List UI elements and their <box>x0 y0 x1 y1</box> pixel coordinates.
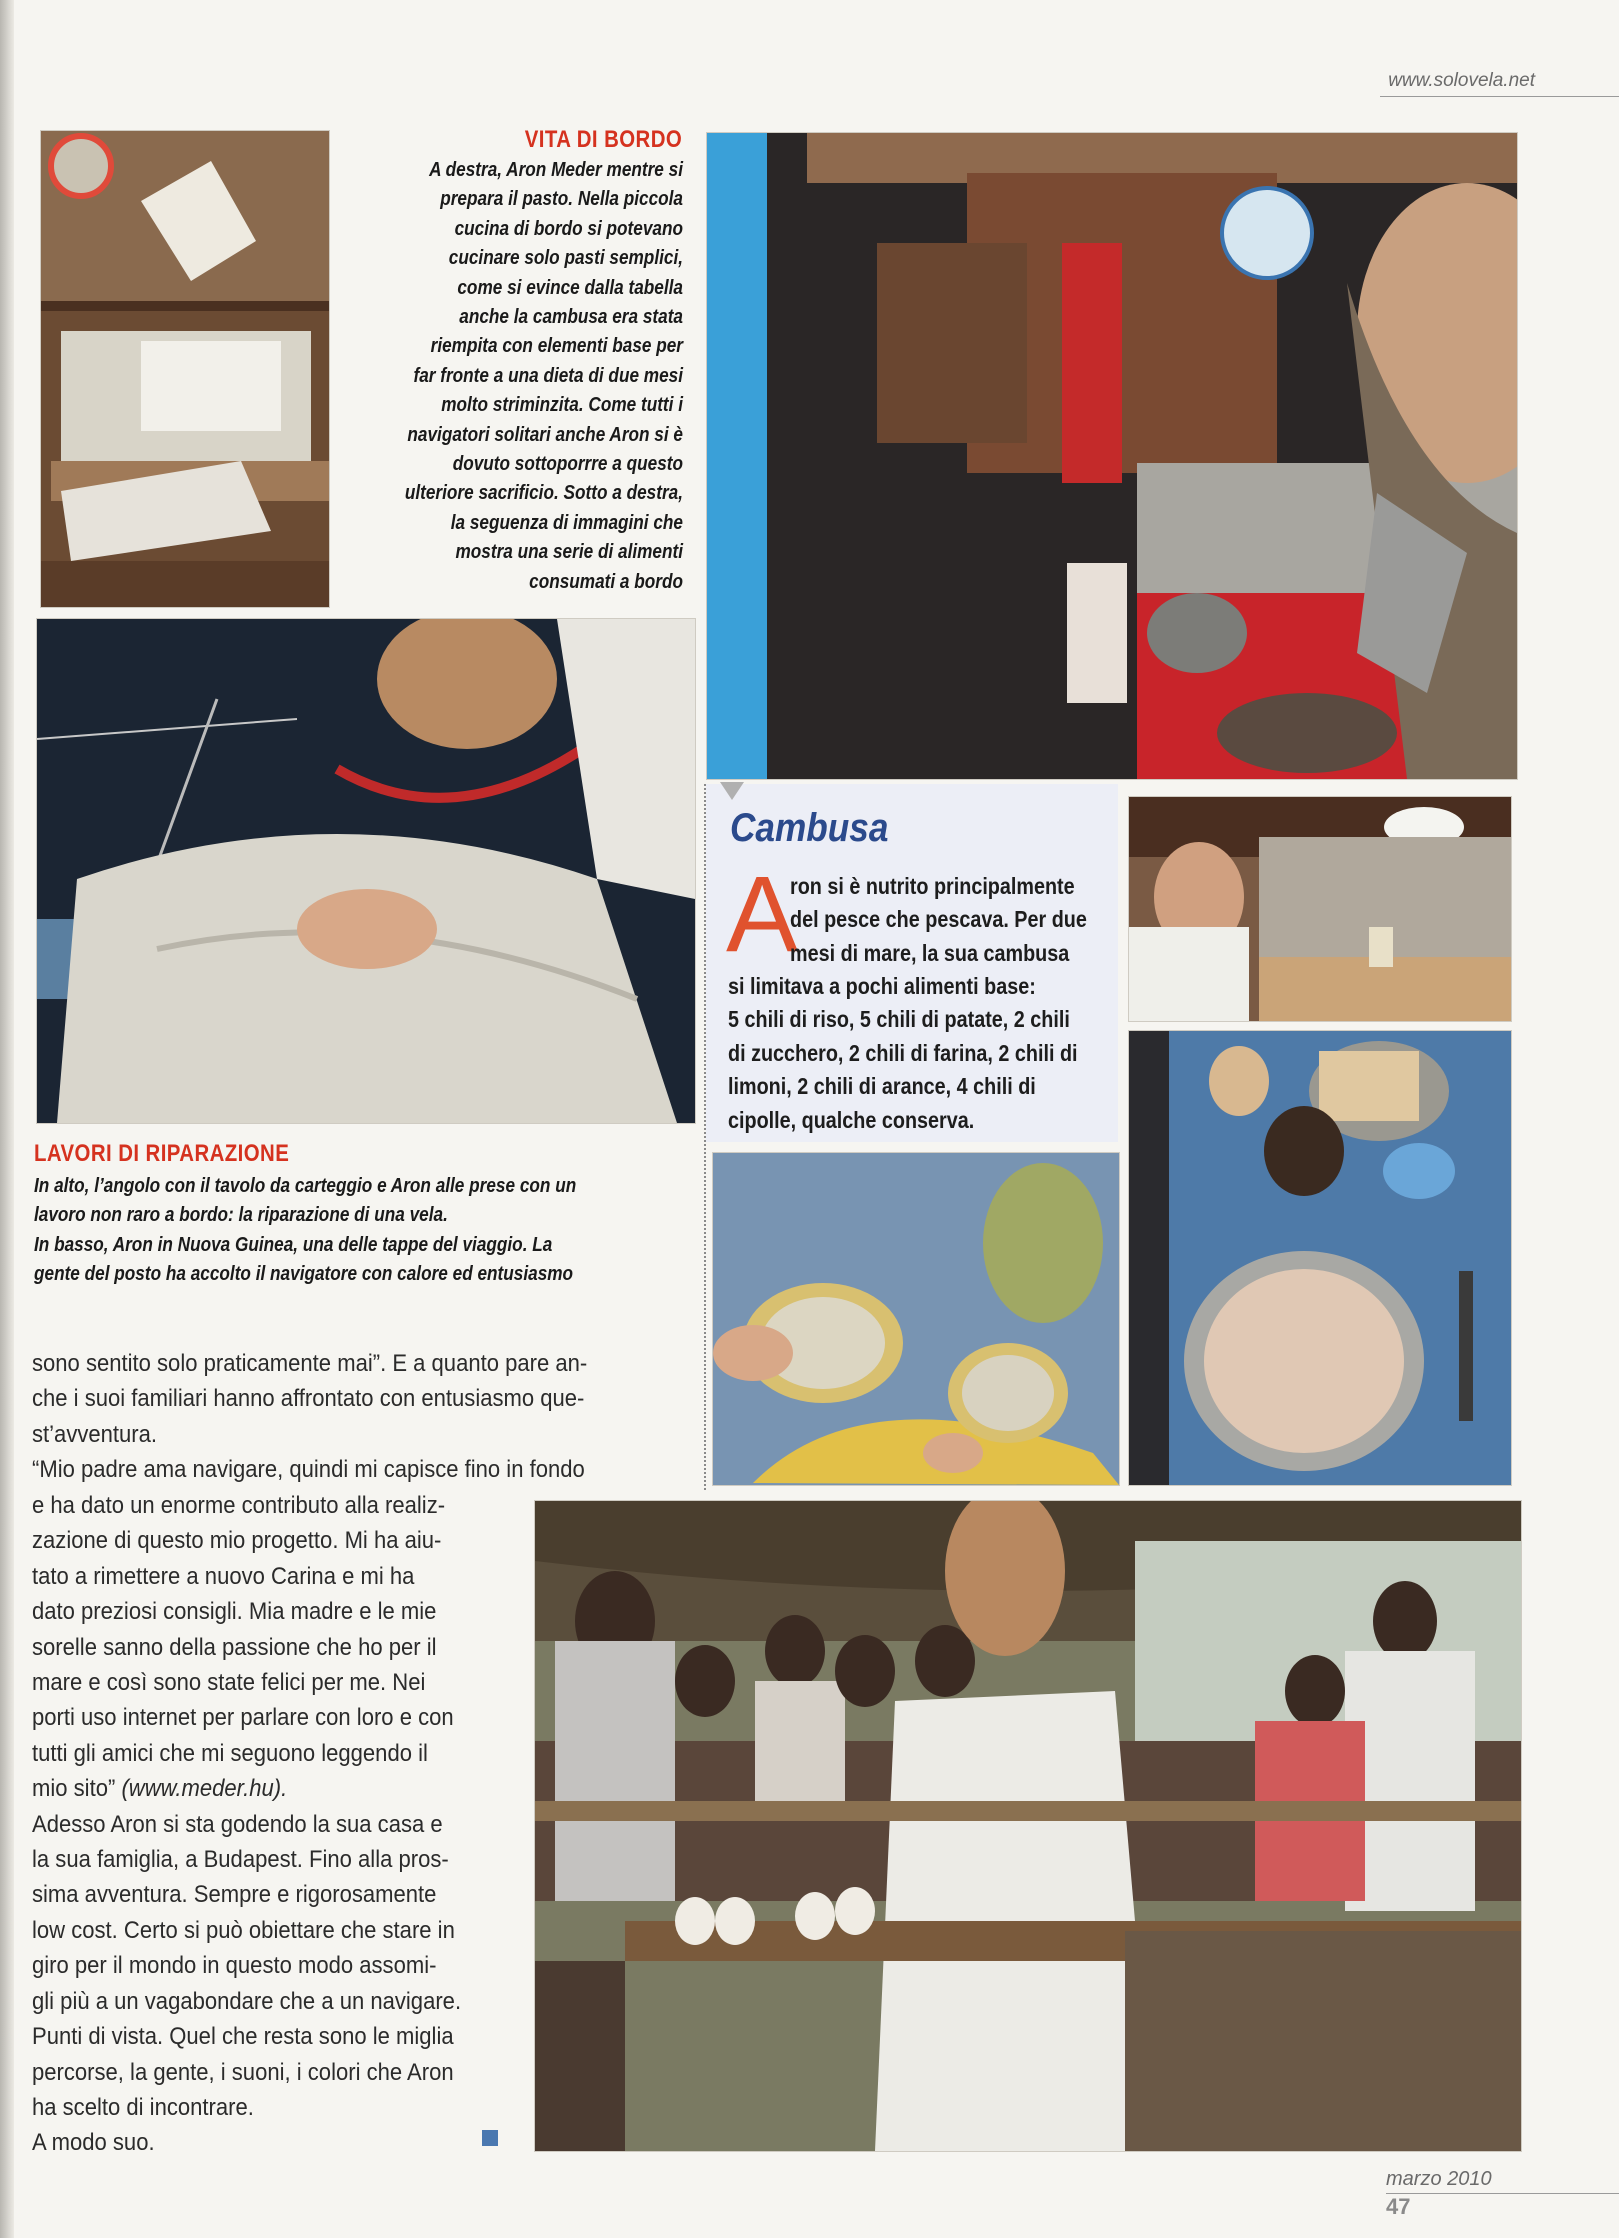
vita-line: la seguenza di immagini che <box>450 511 683 534</box>
lavori-text <box>34 1172 664 1290</box>
article-line: zazione di questo mio progetto. Mi ha aiu- <box>32 1527 442 1555</box>
article-line: che i suoi familiari hanno affrontato con entusiasmo que- <box>32 1385 585 1413</box>
vita-line: consumati a bordo <box>529 570 683 593</box>
footer-month: marzo 2010 <box>1386 2168 1492 2190</box>
vita-line: dovuto sottoporrre a questo <box>452 453 683 476</box>
article-line: Adesso Aron si sta godendo la sua casa e <box>32 1810 443 1838</box>
cambusa-pointer-icon <box>720 782 744 802</box>
article-site-link[interactable]: (www.meder.hu). <box>121 1775 288 1803</box>
article-line: A modo suo. <box>32 2129 155 2157</box>
photo-sail-repair <box>36 618 696 1124</box>
article-line: la sua famiglia, a Budapest. Fino alla pros- <box>32 1846 449 1874</box>
cambusa-line: limoni, 2 chili di arance, 4 chili di <box>728 1073 1036 1100</box>
cambusa-line: 5 chili di riso, 5 chili di patate, 2 chili <box>728 1006 1070 1033</box>
photo-passion-fruit <box>712 1152 1120 1486</box>
cambusa-dropcap: A <box>726 853 799 974</box>
lavori-line: In alto, l’angolo con il tavolo da carteggio e Aron alle prese con un <box>34 1175 577 1197</box>
lavori-title: LAVORI DI RIPARAZIONE <box>34 1140 290 1167</box>
article-line: “Mio padre ama navigare, quindi mi capisce fino in fondo <box>32 1456 585 1484</box>
cambusa-line: mesi di mare, la sua cambusa <box>790 939 1070 966</box>
cambusa-line: cipolle, qualche conserva. <box>728 1106 975 1133</box>
article-body-narrow <box>32 1488 509 2161</box>
article-line: e ha dato un enorme contributo alla realiz- <box>32 1492 446 1519</box>
lavori-line: gente del posto ha accolto il navigatore con calore ed entusiasmo <box>34 1263 574 1286</box>
article-line: sorelle sanno della passione che ho per il <box>32 1633 437 1661</box>
cambusa-line: ron si è nutrito principalmente <box>790 873 1075 899</box>
article-line-site <box>32 1771 461 1806</box>
vita-line: cucinare solo pasti semplici, <box>448 247 683 270</box>
vita-line: mostra una serie di alimenti <box>455 541 683 564</box>
cambusa-line: di zucchero, 2 chili di farina, 2 chili di <box>728 1039 1078 1066</box>
article-line: ha scelto di incontrare. <box>32 2093 254 2121</box>
article-line: tutti gli amici che mi seguono leggendo il <box>32 1739 428 1767</box>
article-line: percorse, la gente, i suoni, i colori che Aron <box>32 2058 454 2086</box>
vita-line: riempita con elementi base per <box>430 335 683 358</box>
dotted-separator <box>704 784 706 1490</box>
article-line: sono sentito solo praticamente mai”. E a quanto pare an- <box>32 1350 588 1377</box>
article-line: sima avventura. Sempre e rigorosamente <box>32 1881 437 1909</box>
photo-food-plates <box>1128 1030 1512 1486</box>
vita-line: anche la cambusa era stata <box>459 306 683 329</box>
cambusa-line: del pesce che pescava. Per due <box>790 906 1087 933</box>
article-line: tato a rimettere a nuovo Carina e mi ha <box>32 1562 415 1590</box>
lavori-caption <box>34 1140 334 1168</box>
vita-line: cucina di bordo si potevano <box>454 217 683 240</box>
vita-title: VITA DI BORDO <box>524 126 682 153</box>
article-body-wide <box>32 1346 649 1488</box>
article-line: dato preziosi consigli. Mia madre e le mie <box>32 1598 437 1626</box>
page-gutter <box>0 0 14 2238</box>
cambusa-line: si limitava a pochi alimenti base: <box>728 973 1036 999</box>
cambusa-text-bottom <box>728 970 1134 1137</box>
vita-line: navigatori solitari anche Aron si è <box>407 423 683 446</box>
article-line: porti uso internet per parlare con loro e con <box>32 1704 454 1732</box>
article-line: mare e così sono state felici per me. Nei <box>32 1669 426 1697</box>
vita-line: ulteriore sacrificio. Sotto a destra, <box>404 482 683 505</box>
vita-line: A destra, Aron Meder mentre si <box>429 159 683 181</box>
lavori-line: lavoro non raro a bordo: la riparazione di una vela. <box>34 1204 448 1227</box>
cambusa-title: Cambusa <box>730 806 889 850</box>
header-rule <box>1380 96 1619 97</box>
vita-line: molto striminzita. Come tutti i <box>441 394 683 417</box>
vita-line: far fronte a una dieta di due mesi <box>413 364 683 387</box>
vita-text <box>340 156 683 597</box>
vita-line: prepara il pasto. Nella piccola <box>440 188 683 211</box>
article-line: st’avventura. <box>32 1420 158 1448</box>
cambusa-text-top <box>790 870 1135 970</box>
article-site-text: mio sito” <box>32 1775 122 1803</box>
photo-galley-aron <box>706 132 1518 780</box>
footer-rule <box>1386 2193 1619 2194</box>
photo-aron-eating <box>1128 796 1512 1022</box>
article-line: low cost. Certo si può obiettare che stare in <box>32 1916 455 1944</box>
article-line: gli più a un vagabondare che a un navigare. <box>32 1987 462 2015</box>
lavori-line: In basso, Aron in Nuova Guinea, una delle tappe del viaggio. La <box>34 1233 553 1256</box>
article-line: Punti di vista. Quel che resta sono le miglia <box>32 2023 454 2051</box>
page-number: 47 <box>1386 2194 1411 2219</box>
photo-new-guinea <box>534 1500 1522 2152</box>
end-of-article-square-icon <box>482 2130 498 2146</box>
site-url[interactable]: www.solovela.net <box>1388 70 1535 91</box>
article-line: giro per il mondo in questo modo assomi- <box>32 1952 437 1980</box>
vita-line: come si evince dalla tabella <box>457 276 683 299</box>
photo-chart-table <box>40 130 330 608</box>
vita-caption <box>497 126 682 154</box>
